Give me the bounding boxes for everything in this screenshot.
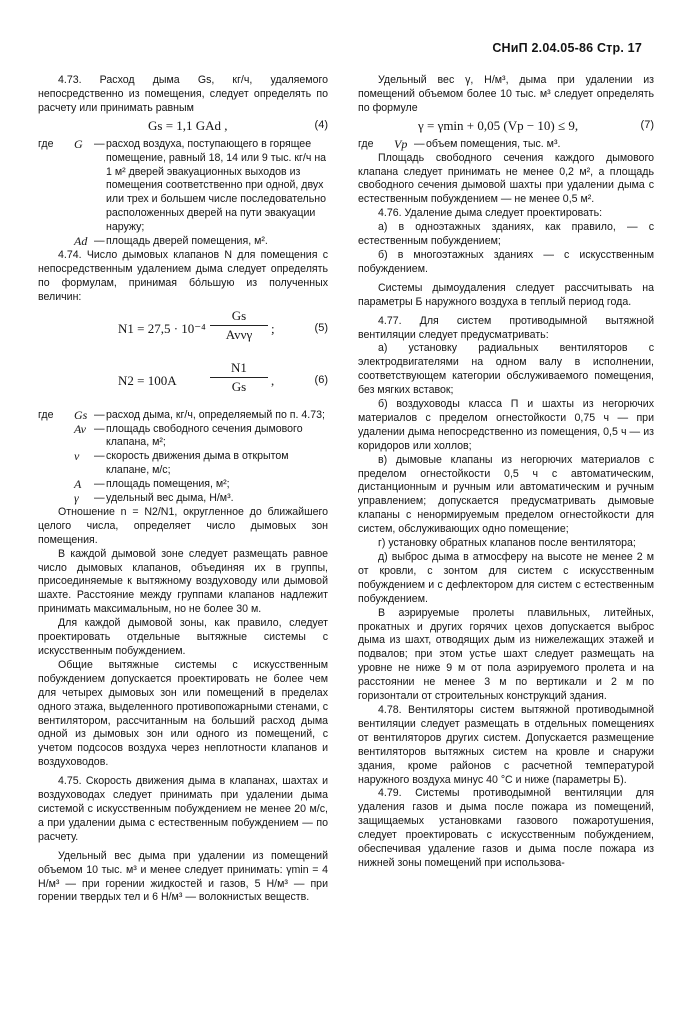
def-lead xyxy=(38,235,74,249)
formula-7 xyxy=(358,116,654,138)
def-lead xyxy=(38,450,74,478)
def-lead: где xyxy=(358,137,374,150)
para-4-77-g: г) установку обратных клапанов после вентилятора; xyxy=(378,537,636,550)
formula-5-number: (5) xyxy=(314,321,328,334)
def-dash: — xyxy=(94,235,105,248)
para-4-78: 4.78. Вентиляторы систем вытяжной противодымной вентиляции следует размещать в отдельных помещениях от вентиляторов других систем. Допускается размещение вентиляторов вытяжных систем на кровле и снаружи здания, кроме районов с расчетной температурой наружного воздуха минус 40 °C и ниже (параметры Б). xyxy=(358,703,654,786)
def-dash: — xyxy=(94,478,105,491)
para-4-77-d: д) выброс дыма в атмосферу на высоте не менее 2 м от кровли, с зонтом для систем с искусственным побуждением и с дефлектором для систем с естественным побуждением. xyxy=(358,551,654,605)
def-text: площадь дверей помещения, м². xyxy=(106,235,268,248)
para-4-77-b: б) воздуховоды класса П и шахты из негорючих материалов с пределом огнестойкости 0,75 ч — при удалении дыма непосредственно из помещения, 0,5 ч — из коридоров или холлов; xyxy=(358,398,654,452)
def-text: удельный вес дыма, Н/м³. xyxy=(106,492,234,505)
def-symbol: Vp xyxy=(394,136,408,151)
def-dash: — xyxy=(94,450,105,463)
def-text: площадь помещения, м²; xyxy=(106,478,230,491)
para-4-74: 4.74. Число дымовых клапанов N для помещения с непосредственным удалением дыма следует определять по формулам, принимая бо́льшую из полученных величин: xyxy=(38,248,328,303)
para-4-77: 4.77. Для систем противодымной вытяжной вентиляции следует предусматривать: xyxy=(358,314,654,341)
para-4-76: 4.76. Удаление дыма следует проектировать: xyxy=(378,207,603,220)
para-4-73: 4.73. Расход дыма Gs, кг/ч, удаляемого непосредственно из помещения, следует определять по расчету или принимать равным xyxy=(38,74,328,114)
formula-6 xyxy=(38,357,328,409)
def-dash: — xyxy=(94,137,105,150)
para-calc-parameters: Системы дымоудаления следует рассчитывать на параметры Б наружного воздуха в теплый период года. xyxy=(358,281,654,308)
def-lead xyxy=(38,423,74,451)
para-4-77-v: в) дымовые клапаны из негорючих материалов с пределом огнестойкости 0,5 ч с автоматическим, дистанционным и ручным или автоматическим и ручным управлением; допускается предусматривать дымовые клапаны с ненормируемым пределом огнестойкости для систем, обслуживающих одно помещение; xyxy=(358,453,654,536)
def-text: объем помещения, тыс. м³. xyxy=(426,137,561,150)
def-dash: — xyxy=(94,492,105,505)
para-4-76-a: а) в одноэтажных зданиях, как правило, — с естественным побуждением; xyxy=(358,221,654,248)
def-lead: где xyxy=(38,408,54,421)
para-aerated-spans: В аэрируемые пролеты плавильных, литейных, прокатных и других горячих цехов допускается выброс дыма из шахт, отводящих дым из нижележащих этажей и подвалов; при этом устье шахт следует размещать на уровне не ниже 9 м от пола аэрируемого пролета и на расстоянии не менее 3 м по вертикали и 2 м по горизонтали от строительных конструкций здания. xyxy=(358,606,654,703)
def-lead xyxy=(38,478,74,492)
para-4-76-b: б) в многоэтажных зданиях — с искусственным побуждением. xyxy=(358,248,654,275)
formula-4-number: (4) xyxy=(314,118,328,131)
def-lead xyxy=(38,492,74,506)
def-symbol: G xyxy=(74,136,83,151)
def-dash: — xyxy=(94,408,105,421)
para-each-zone: Для каждой дымовой зоны, как правило, следует проектировать отдельные вытяжные системы с искусственным побуждением. xyxy=(38,617,328,657)
def-symbol: Av xyxy=(74,421,86,436)
formula-5-fraction xyxy=(210,309,268,342)
para-specific-weight: Удельный вес дыма при удалении из помещений объемом 10 тыс. м³ и менее следует принимать: γmin = 4 Н/м³ — при горении жидкостей и газов, 5 Н/м³ — при горении твердых тел и 6 Н/м³ — волокнистых веществ. xyxy=(38,849,328,904)
formula-6-fraction xyxy=(210,361,268,394)
right-column xyxy=(358,74,654,871)
formula-4 xyxy=(38,116,328,138)
def-symbol: Ad xyxy=(74,234,88,249)
formula-6-lhs: N2 = 100A xyxy=(118,372,177,388)
para-common-systems: Общие вытяжные системы с искусственным побуждением допускается проектировать не более чем для четырех дымовых зон или помещений в пределах одного этажа, выделенного противопожарными стенами, с вентилятором, рассчитанным на больший расход дыма одной из дымовых зон или одного из помещений, с учетом подсосов воздуха через неплотности клапанов и воздуховодов. xyxy=(38,658,328,769)
definitions-3 xyxy=(358,138,654,152)
formula-6-denominator: Gs xyxy=(231,378,247,394)
para-4-79: 4.79. Системы противодымной вентиляции для удаления газов и дыма после пожара из помещений, защищаемых установками газового пожаротушения, следует проектировать с искусственным побуждением, обеспечивая удаление газов и дыма после пожара из нижней зоны помещений при использова- xyxy=(358,787,654,869)
formula-5-tail: ; xyxy=(271,320,275,336)
para-zone: В каждой дымовой зоне следует размещать равное число дымовых клапанов, объединяя их в группы, присоединяемые к вытяжному воздуховоду или дымовой шахте. Расстояние между группами клапанов надлежит принимать максимальным, но не более 30 м. xyxy=(38,547,328,616)
running-head: СНиП 2.04.05-86 Стр. 17 xyxy=(492,41,642,55)
definitions-1 xyxy=(38,138,328,249)
formula-4-expr: Gs = 1,1 GAd , xyxy=(148,117,228,133)
formula-5-lhs: N1 = 27,5 · 10⁻⁴ xyxy=(118,320,206,336)
def-dash: — xyxy=(414,137,425,150)
def-text: расход воздуха, поступающего в горящее помещение, равный 18, 14 или 9 тыс. кг/ч на 1 м² дверей эвакуационных выходов из помещения соответственно при одной, двух или трех и большем числе последовательно расположенных дверей на пути эвакуации наружу; xyxy=(106,137,327,234)
left-column xyxy=(38,74,328,905)
def-symbol: A xyxy=(74,477,82,492)
formula-6-tail: , xyxy=(271,372,275,388)
def-lead: где xyxy=(38,137,54,150)
para-4-77-a: а) установку радиальных вентиляторов с электродвигателями на одном валу в исполнении, соответствующем категории обслуживаемого помещения, без мягких вставок; xyxy=(358,342,654,397)
formula-5 xyxy=(38,305,328,357)
def-symbol: ν xyxy=(74,449,80,464)
formula-7-number: (7) xyxy=(640,118,654,131)
definitions-2 xyxy=(38,409,328,506)
def-symbol: Gs xyxy=(74,407,88,422)
def-dash: — xyxy=(94,422,105,435)
formula-6-number: (6) xyxy=(314,373,328,386)
formula-6-numerator: N1 xyxy=(210,361,268,378)
formula-5-numerator: Gs xyxy=(210,309,268,326)
formula-7-expr: γ = γmin + 0,05 (Vp − 10) ≤ 9, xyxy=(418,117,579,133)
para-ratio: Отношение n = N2/N1, округленное до ближайшего целого числа, определяет число дымовых зон помещения. xyxy=(38,505,328,546)
def-text: расход дыма, кг/ч, определяемый по п. 4.73; xyxy=(106,408,325,421)
def-text: скорость движения дыма в открытом клапане, м/с; xyxy=(106,450,289,477)
def-symbol: γ xyxy=(74,491,79,506)
formula-5-denominator: Avνγ xyxy=(225,326,253,342)
def-text: площадь свободного сечения дымового клапана, м²; xyxy=(106,422,303,449)
para-4-75: 4.75. Скорость движения дыма в клапанах, шахтах и воздуховодах следует принимать при удалении дыма системой с искусственным побуждением не менее 20 м/с, а при удалении дыма с естественным побуждением — по расчету. xyxy=(38,775,328,843)
para-valve-area: Площадь свободного сечения каждого дымового клапана следует принимать не менее 0,2 м², а площадь свободного сечения дымовой шахты при удалении дыма с естественным побуждением — не менее 0,5 м². xyxy=(358,151,654,206)
para-large-rooms: Удельный вес γ, Н/м³, дыма при удалении из помещений объемом более 10 тыс. м³ следует определять по формуле xyxy=(358,74,654,114)
